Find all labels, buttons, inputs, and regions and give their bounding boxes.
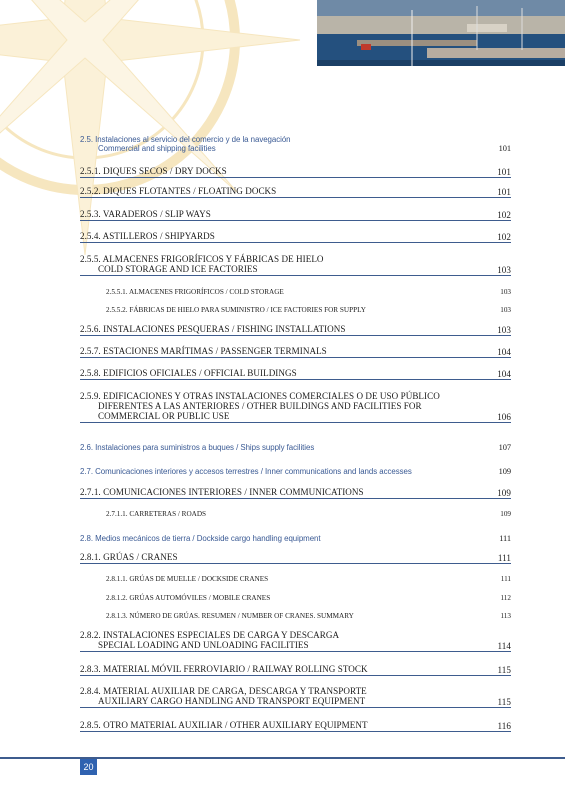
- toc-page-number: 109: [497, 488, 511, 498]
- toc-page-number: 107: [498, 443, 511, 452]
- toc-page-number: 102: [497, 210, 511, 220]
- toc-entry-2-8-2[interactable]: [80, 630, 511, 652]
- toc-section-2-8[interactable]: [80, 534, 511, 543]
- toc-page-number: 113: [500, 612, 511, 620]
- toc-entry-title: 2.5.4. ASTILLEROS / SHIPYARDS: [80, 231, 215, 241]
- toc-entry-title-line2: SPECIAL LOADING AND UNLOADING FACILITIES: [98, 640, 309, 650]
- toc-entry-2-5-5-2[interactable]: [80, 306, 511, 314]
- toc-page-number: 104: [497, 369, 511, 379]
- toc-section-2-7[interactable]: [80, 467, 511, 476]
- toc-page-number: 111: [499, 534, 511, 543]
- toc-section-title: 2.7. Comunicaciones interiores y accesos terrestres / Inner communications and lands accesses: [80, 467, 412, 476]
- toc-page-number: 103: [497, 265, 511, 275]
- toc-section-2-5-line1: 2.5. Instalaciones al servicio del comercio y de la navegación: [80, 135, 291, 144]
- toc-entry-title: 2.5.5.1. ALMACENES FRIGORÍFICOS / COLD STORAGE: [106, 288, 284, 296]
- toc-entry-2-8-1-2[interactable]: [80, 594, 511, 602]
- toc-page-number: 106: [497, 412, 511, 422]
- toc-entry-2-5-3[interactable]: [80, 209, 511, 221]
- toc-entry-title-line2: DIFERENTES A LAS ANTERIORES / OTHER BUILDINGS AND FACILITIES FOR: [98, 401, 422, 411]
- toc-entry-2-5-5-1[interactable]: [80, 288, 511, 296]
- toc-entry-2-5-5[interactable]: [80, 254, 511, 276]
- toc-entry-title: 2.5.6. INSTALACIONES PESQUERAS / FISHING INSTALLATIONS: [80, 324, 346, 334]
- toc-entry-2-8-4[interactable]: [80, 686, 511, 708]
- toc-page-number: 101: [498, 144, 511, 153]
- toc-page-number: 103: [497, 325, 511, 335]
- toc-entry-title: 2.8.5. OTRO MATERIAL AUXILIAR / OTHER AUXILIARY EQUIPMENT: [80, 720, 368, 730]
- toc-entry-2-8-1-3[interactable]: [80, 612, 511, 620]
- toc-entry-title: 2.5.5.2. FÁBRICAS DE HIELO PARA SUMINISTRO / ICE FACTORIES FOR SUPPLY: [106, 306, 366, 314]
- toc-page-number: 115: [497, 665, 511, 675]
- toc-entry-2-7-1-1[interactable]: [80, 510, 511, 518]
- toc-entry-2-5-4[interactable]: [80, 231, 511, 243]
- toc-section-title: 2.6. Instalaciones para suministros a buques / Ships supply facilities: [80, 443, 315, 452]
- toc-entry-2-5-1[interactable]: [80, 166, 511, 178]
- toc-entry-2-7-1[interactable]: [80, 487, 511, 499]
- toc-entry-2-8-5[interactable]: [80, 720, 511, 732]
- toc-section-title: 2.8. Medios mecánicos de tierra / Dockside cargo handling equipment: [80, 534, 321, 543]
- page-number-badge: 20: [80, 759, 97, 775]
- toc-page-number: 103: [500, 288, 511, 296]
- toc-entry-2-8-3[interactable]: [80, 664, 511, 676]
- toc-page-number: 103: [500, 306, 511, 314]
- toc-page-number: 104: [497, 347, 511, 357]
- toc-section-2-5[interactable]: [80, 135, 511, 153]
- toc-entry-title-line1: 2.8.2. INSTALACIONES ESPECIALES DE CARGA Y DESCARGA: [80, 630, 340, 640]
- toc-page-number: 116: [497, 721, 511, 731]
- toc-page-number: 111: [497, 553, 511, 563]
- toc-section-2-5-line2: Commercial and shipping facilities: [98, 144, 216, 153]
- toc-page-number: 101: [497, 187, 511, 197]
- toc-page-number: 102: [497, 232, 511, 242]
- harbor-photo: [317, 0, 565, 66]
- toc-entry-2-5-2[interactable]: [80, 186, 511, 198]
- toc-entry-title-line1: 2.5.9. EDIFICACIONES Y OTRAS INSTALACIONES COMERCIALES O DE USO PÚBLICO: [80, 391, 440, 401]
- toc-entry-title: 2.5.8. EDIFICIOS OFICIALES / OFFICIAL BUILDINGS: [80, 368, 297, 378]
- toc-entry-title: 2.8.1.1. GRÚAS DE MUELLE / DOCKSIDE CRANES: [106, 575, 269, 583]
- toc-entry-2-5-6[interactable]: [80, 324, 511, 336]
- toc-entry-title: 2.5.7. ESTACIONES MARÍTIMAS / PASSENGER TERMINALS: [80, 346, 327, 356]
- toc-entry-title: 2.8.1.2. GRÚAS AUTOMÓVILES / MOBILE CRANES: [106, 594, 271, 602]
- toc-entry-title-line2: AUXILIARY CARGO HANDLING AND TRANSPORT EQUIPMENT: [98, 696, 366, 706]
- toc-page-number: 111: [500, 575, 511, 583]
- toc-entry-title-line3: COMMERCIAL OR PUBLIC USE: [98, 411, 230, 421]
- toc-entry-title: 2.8.1.3. NÚMERO DE GRÚAS. RESUMEN / NUMBER OF CRANES. SUMMARY: [106, 612, 354, 620]
- toc-page-number: 115: [497, 697, 511, 707]
- toc-entry-title: 2.7.1.1. CARRETERAS / ROADS: [106, 510, 207, 518]
- toc-entry-title-line1: 2.8.4. MATERIAL AUXILIAR DE CARGA, DESCARGA Y TRANSPORTE: [80, 686, 367, 696]
- toc-entry-title-line1: 2.5.5. ALMACENES FRIGORÍFICOS Y FÁBRICAS DE HIELO: [80, 254, 324, 264]
- toc-entry-2-5-8[interactable]: [80, 368, 511, 380]
- toc-entry-title: 2.5.1. DIQUES SECOS / DRY DOCKS: [80, 166, 227, 176]
- toc-entry-2-8-1-1[interactable]: [80, 575, 511, 583]
- toc-page-number: 112: [500, 594, 511, 602]
- toc-page-number: 109: [498, 467, 511, 476]
- toc-section-2-6[interactable]: [80, 443, 511, 452]
- toc-entry-title: 2.8.3. MATERIAL MÓVIL FERROVIARIO / RAILWAY ROLLING STOCK: [80, 664, 368, 674]
- toc-page-number: 101: [497, 167, 511, 177]
- toc-entry-title: 2.5.3. VARADEROS / SLIP WAYS: [80, 209, 211, 219]
- toc-entry-2-5-9[interactable]: [80, 391, 511, 423]
- toc-entry-title: 2.7.1. COMUNICACIONES INTERIORES / INNER COMMUNICATIONS: [80, 487, 364, 497]
- toc-page-number: 109: [500, 510, 511, 518]
- toc-entry-2-8-1[interactable]: [80, 552, 511, 564]
- toc-entry-title: 2.8.1. GRÚAS / CRANES: [80, 552, 178, 562]
- toc-entry-2-5-7[interactable]: [80, 346, 511, 358]
- toc-entry-title: 2.5.2. DIQUES FLOTANTES / FLOATING DOCKS: [80, 186, 277, 196]
- toc-entry-title-line2: COLD STORAGE AND ICE FACTORIES: [98, 264, 258, 274]
- toc-page-number: 114: [497, 641, 511, 651]
